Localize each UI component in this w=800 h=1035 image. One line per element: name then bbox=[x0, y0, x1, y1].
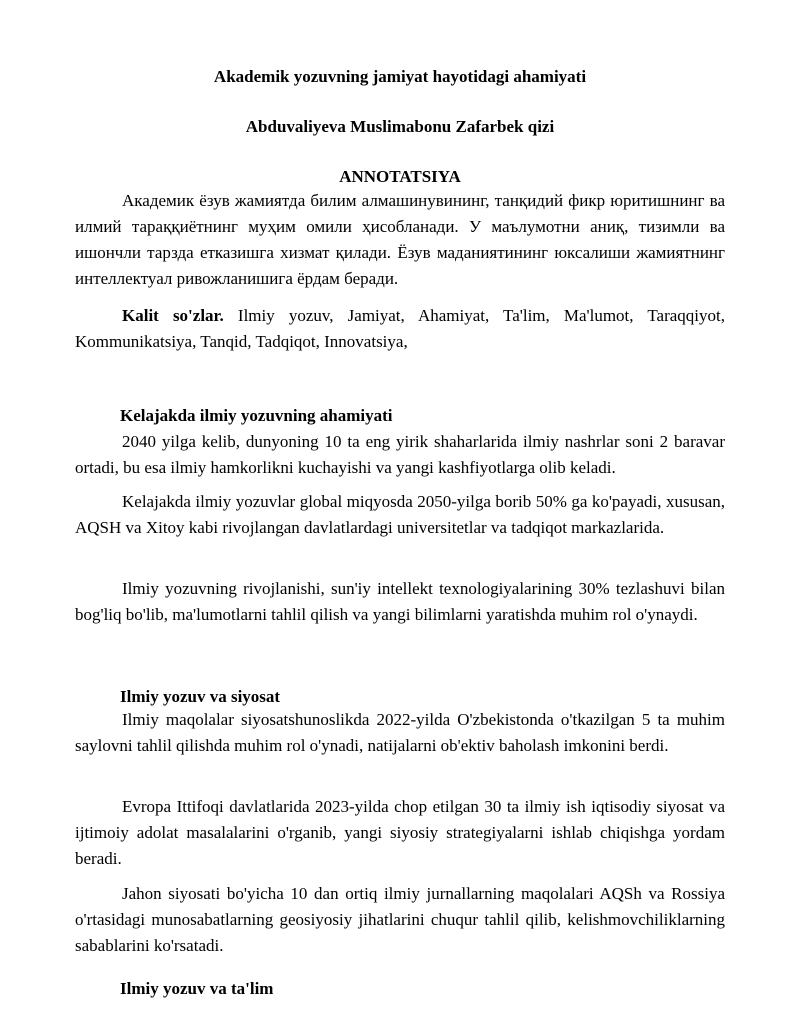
abstract-paragraph: Академик ёзув жамиятда билим алмашинувининг, танқидий фикр юритишнинг ва илмий тараққиётнинг муҳим омили ҳисобланади. У маълумотни аниқ, тизимли ва ишончли тарзда етказишга хизмат қилади. Ёзув маданиятининг юксалиши жамиятнинг интеллектуал ривожланишига ёрдам беради. bbox=[75, 191, 725, 288]
keywords-text: Ilmiy yozuv, Jamiyat, Ahamiyat, Ta'lim, Ma'lumot, Taraqqiyot, Kommunikatsiya, Tanqid, Tadqiqot, Innovatsiya, bbox=[75, 306, 725, 351]
section-heading: Ilmiy yozuv va ta'lim bbox=[120, 979, 274, 998]
section-paragraph bbox=[75, 576, 725, 628]
document-title: Akademik yozuvning jamiyat hayotidagi ahamiyati bbox=[213, 67, 587, 86]
keywords-block bbox=[75, 303, 725, 355]
section-paragraph bbox=[75, 489, 725, 541]
abstract-heading: ANNOTATSIYA bbox=[339, 167, 461, 186]
section-paragraph bbox=[75, 881, 725, 959]
paragraph-text: Ilmiy maqolalar siyosatshunoslikda 2022-yilda O'zbekistonda o'tkazilgan 5 ta muhim saylovni tahlil qilishda muhim rol o'ynadi, natijalarni ob'ektiv baholash imkonini berdi. bbox=[75, 710, 725, 755]
keywords-label: Kalit so'zlar. bbox=[122, 306, 224, 325]
paragraph-text: 2040 yilga kelib, dunyoning 10 ta eng yirik shaharlarida ilmiy nashrlar soni 2 baravar ortadi, bu esa ilmiy hamkorlikni kuchayishi va yangi kashfiyotlarga olib keladi. bbox=[75, 432, 725, 477]
paragraph-text: Evropa Ittifoqi davlatlarida 2023-yilda chop etilgan 30 ta ilmiy ish iqtisodiy siyosat va ijtimoiy adolat masalalarini o'rganib, yangi siyosiy strategiyalarni ishlab chiqishga yordam beradi. bbox=[75, 797, 725, 868]
section-paragraph bbox=[75, 794, 725, 872]
section-paragraph bbox=[75, 707, 725, 759]
document-author: Abduvaliyeva Muslimabonu Zafarbek qizi bbox=[245, 117, 555, 136]
section-heading: Kelajakda ilmiy yozuvning ahamiyati bbox=[120, 406, 393, 425]
section-heading: Ilmiy yozuv va siyosat bbox=[120, 687, 281, 706]
keywords-paragraph bbox=[75, 303, 725, 355]
paragraph-text: Jahon siyosati bo'yicha 10 dan ortiq ilmiy jurnallarning maqolalari AQSh va Rossiya o'rtasidagi munosabatlarning geosiyosiy jihatlarini chuqur tahlil qilib, kelishmovchiliklarning sabablarini ko'rsatadi. bbox=[75, 884, 725, 955]
section-paragraph bbox=[75, 429, 725, 481]
abstract-block bbox=[75, 188, 725, 292]
paragraph-text: Ilmiy yozuvning rivojlanishi, sun'iy intellekt texnologiyalarining 30% tezlashuvi bilan bog'liq bo'lib, ma'lumotlarni tahlil qilish va yangi bilimlarni yaratishda muhim rol o'ynaydi. bbox=[75, 579, 725, 624]
paragraph-text: Kelajakda ilmiy yozuvlar global miqyosda 2050-yilga borib 50% ga ko'payadi, xususan, AQSH va Xitoy kabi rivojlangan davlatlardagi universitetlar va tadqiqot markazlarida. bbox=[75, 492, 725, 537]
